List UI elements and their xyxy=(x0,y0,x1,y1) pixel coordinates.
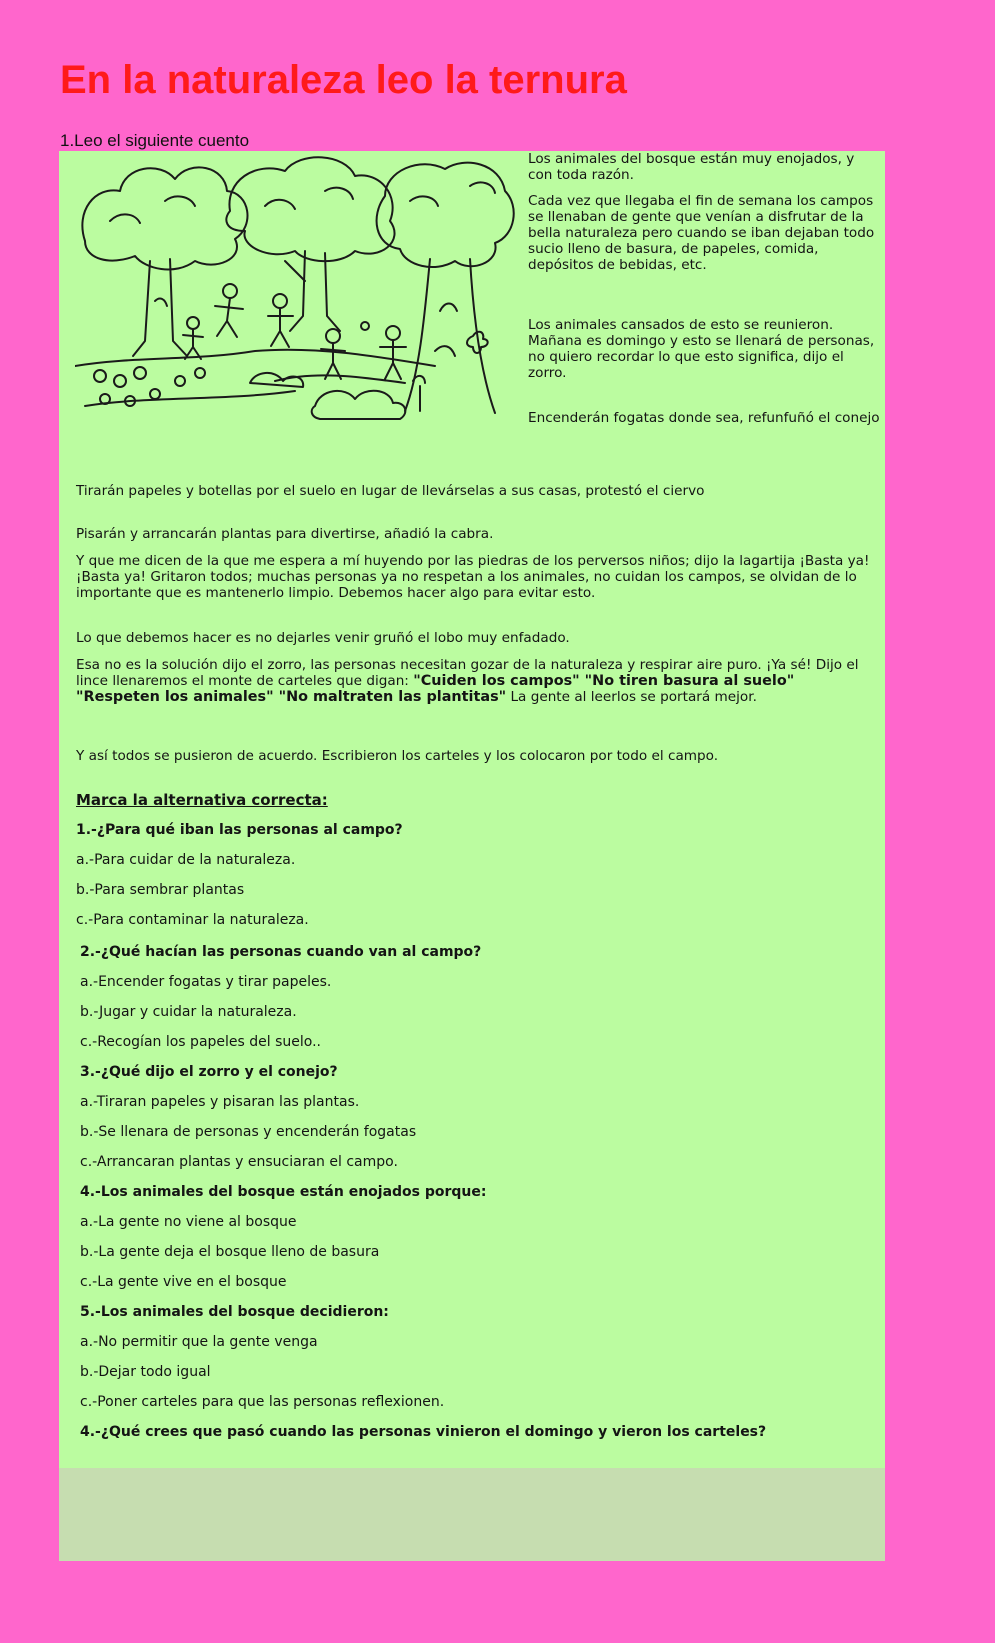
quiz-heading: Marca la alternativa correcta: xyxy=(76,791,328,809)
story-paragraph: Cada vez que llegaba el fin de semana los campos se llenaban de gente que venían a disfrutar de la bella naturaleza pero cuando se iban dejaban todo sucio lleno de basura, de papeles, comida, depósitos de bebidas, etc. xyxy=(528,193,875,273)
option-3a[interactable]: a.-Tiraran papeles y pisaran las plantas. xyxy=(80,1094,360,1110)
story-paragraph: Lo que debemos hacer es no dejarles venir gruñó el lobo muy enfadado. xyxy=(76,630,570,646)
story-paragraph-signs xyxy=(76,657,876,705)
story-paragraph: Y así todos se pusieron de acuerdo. Escribieron los carteles y los colocaron por todo el campo. xyxy=(76,748,719,764)
story-paragraph: Los animales cansados de esto se reunieron. Mañana es domingo y esto se llenará de personas, no quiero recordar lo que esto significa, dijo el zorro. xyxy=(528,317,875,381)
option-1c[interactable]: c.-Para contaminar la naturaleza. xyxy=(76,912,309,928)
option-5a[interactable]: a.-No permitir que la gente venga xyxy=(80,1334,318,1350)
question-3: 3.-¿Qué dijo el zorro y el conejo? xyxy=(80,1064,338,1080)
answer-textarea[interactable] xyxy=(59,1468,885,1561)
signs-outro: La gente al leerlos se portará mejor. xyxy=(506,689,757,705)
story-paragraph: Tirarán papeles y botellas por el suelo en lugar de llevárselas a sus casas, protestó el ciervo xyxy=(76,483,705,499)
instruction-text: 1.Leo el siguiente cuento xyxy=(60,131,250,150)
option-1b[interactable]: b.-Para sembrar plantas xyxy=(76,882,245,898)
option-3c[interactable]: c.-Arrancaran plantas y ensuciaran el campo. xyxy=(80,1154,398,1170)
option-5b[interactable]: b.-Dejar todo igual xyxy=(80,1364,211,1380)
option-1a[interactable]: a.-Para cuidar de la naturaleza. xyxy=(76,852,296,868)
question-1: 1.-¿Para qué iban las personas al campo? xyxy=(76,822,403,838)
question-2: 2.-¿Qué hacían las personas cuando van al campo? xyxy=(80,944,482,960)
page-title: En la naturaleza leo la ternura xyxy=(60,58,627,102)
question-6: 4.-¿Qué crees que pasó cuando las personas vinieron el domingo y vieron los carteles? xyxy=(80,1424,767,1440)
option-4c[interactable]: c.-La gente vive en el bosque xyxy=(80,1274,287,1290)
option-2c[interactable]: c.-Recogían los papeles del suelo.. xyxy=(80,1034,321,1050)
story-paragraph: Y que me dicen de la que me espera a mí huyendo por las piedras de los perversos niños; dijo la lagartija ¡Basta ya! ¡Basta ya! Gritaron todos; muchas personas ya no respetan a los animales, no cuidan los campos, se olvidan de lo importante que es mantenerlo limpio. Debemos hacer algo para evitar esto. xyxy=(76,553,870,601)
forest-illustration xyxy=(75,151,515,446)
option-5c[interactable]: c.-Poner carteles para que las personas reflexionen. xyxy=(80,1394,445,1410)
option-3b[interactable]: b.-Se llenara de personas y encenderán fogatas xyxy=(80,1124,417,1140)
question-5: 5.-Los animales del bosque decidieron: xyxy=(80,1304,389,1320)
page-edge xyxy=(995,0,1000,1643)
story-paragraph: Encenderán fogatas donde sea, refunfuñó el conejo xyxy=(528,410,880,426)
signs-intro: Esa no es la solución dijo el zorro, las personas necesitan gozar de la naturaleza y respirar aire puro. ¡Ya sé! Dijo el lince llenaremos el monte de carteles que digan: xyxy=(76,657,859,689)
option-4b[interactable]: b.-La gente deja el bosque lleno de basura xyxy=(80,1244,380,1260)
story-paragraph: Los animales del bosque están muy enojados, y con toda razón. xyxy=(528,151,855,183)
signs-text: "Cuiden los campos" "No tiren basura al suelo" "Respeten los animales" "No maltraten las plantitas" xyxy=(76,673,795,705)
option-2a[interactable]: a.-Encender fogatas y tirar papeles. xyxy=(80,974,332,990)
option-4a[interactable]: a.-La gente no viene al bosque xyxy=(80,1214,297,1230)
option-2b[interactable]: b.-Jugar y cuidar la naturaleza. xyxy=(80,1004,297,1020)
question-4: 4.-Los animales del bosque están enojados porque: xyxy=(80,1184,487,1200)
story-paragraph: Pisarán y arrancarán plantas para divertirse, añadió la cabra. xyxy=(76,526,494,542)
